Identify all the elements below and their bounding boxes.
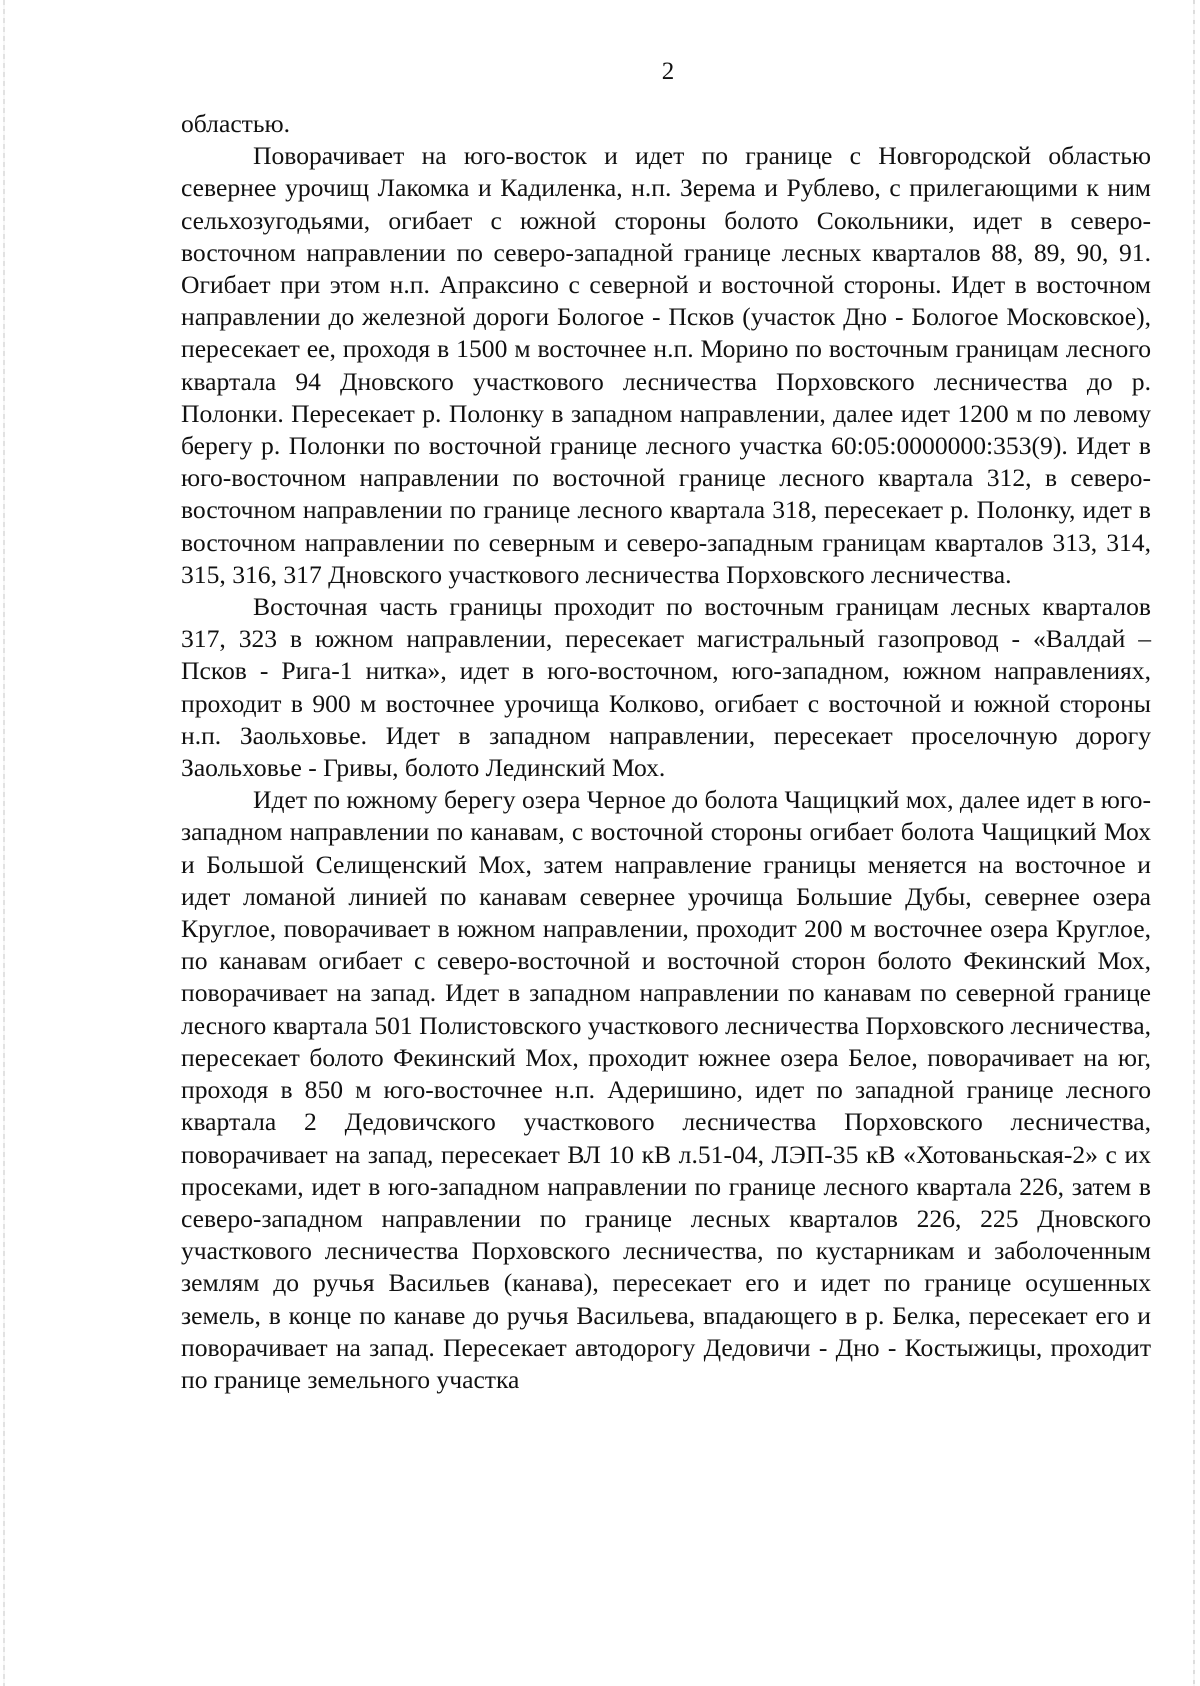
scan-edge-right [1193,0,1195,1686]
scan-edge-left [3,0,5,1686]
document-body [181,108,1151,1396]
paragraph: Идет по южному берегу озера Черное до болота Чащицкий мох, далее идет в юго-западном направлении по канавам, с восточной стороны огибает болота Чащицкий Мох и Большой Селищенский Мох, затем направление границы меняется на восточное и идет ломаной линией по канавам севернее урочища Большие Дубы, севернее озера Круглое, поворачивает в южном направлении, проходит 200 м восточнее озера Круглое, по канавам огибает с северо-восточной и восточной сторон болото Фекинский Мох, поворачивает на запад. Идет в западном направлении по канавам по северной границе лесного квартала 501 Полистовского участкового лесничества Порховского лесничества, пересекает болото Фекинский Мох, проходит южнее озера Белое, поворачивает на юг, проходя в 850 м юго-восточнее н.п. Адеришино, идет по западной границе лесного квартала 2 Дедовичского участкового лесничества Порховского лесничества, поворачивает на запад, пересекает ВЛ 10 кВ л.51-04, ЛЭП-35 кВ «Хотованьская-2» с их просеками, идет в юго-западном направлении по границе лесного квартала 226, затем в северо-западном направлении по границе лесных кварталов 226, 225 Дновского участкового лесничества Порховского лесничества, по кустарникам и заболоченным землям до ручья Васильев (канава), пересекает его и идет по границе осушенных земель, в конце по канаве до ручья Васильева, впадающего в р. Белка, пересекает его и поворачивает на запад. Пересекает автодорогу Дедовичи - Дно - Костыжицы, проходит по границе земельного участка [181,785,1151,1394]
paragraph: областью. [181,109,291,138]
paragraph: Поворачивает на юго-восток и идет по границе с Новгородской областью севернее урочищ Лакомка и Кадиленка, н.п. Зерема и Рублево, с прилегающими к ним сельхозугодьями, огибает с южной стороны болото Сокольники, идет в северо-восточном направлении по северо-западной границе лесных кварталов 88, 89, 90, 91. Огибает при этом н.п. Апраксино с северной и восточной стороны. Идет в восточном направлении до железной дороги Бологое - Псков (участок Дно - Бологое Московское), пересекает ее, проходя в 1500 м восточнее н.п. Морино по восточным границам лесного квартала 94 Дновского участкового лесничества Порховского лесничества до р. Полонки. Пересекает р. Полонку в западном направлении, далее идет 1200 м по левому берегу р. Полонки по восточной границе лесного участка 60:05:0000000:353(9). Идет в юго-восточном направлении по восточной границе лесного квартала 312, в северо-восточном направлении по границе лесного квартала 318, пересекает р. Полонку, идет в восточном направлении по северным и северо-западным границам кварталов 313, 314, 315, 316, 317 Дновского участкового лесничества Порховского лесничества. [181,141,1151,589]
page-number: 2 [661,58,675,85]
paragraph: Восточная часть границы проходит по восточным границам лесных кварталов 317, 323 в южном направлении, пересекает магистральный газопровод - «Валдай – Псков - Рига-1 нитка», идет в юго-восточном, юго-западном, южном направлениях, проходит в 900 м восточнее урочища Колково, огибает с восточной и южной стороны н.п. Заольховье. Идет в западном направлении, пересекает проселочную дорогу Заольховье - Гривы, болото Лединский Мох. [181,592,1151,783]
